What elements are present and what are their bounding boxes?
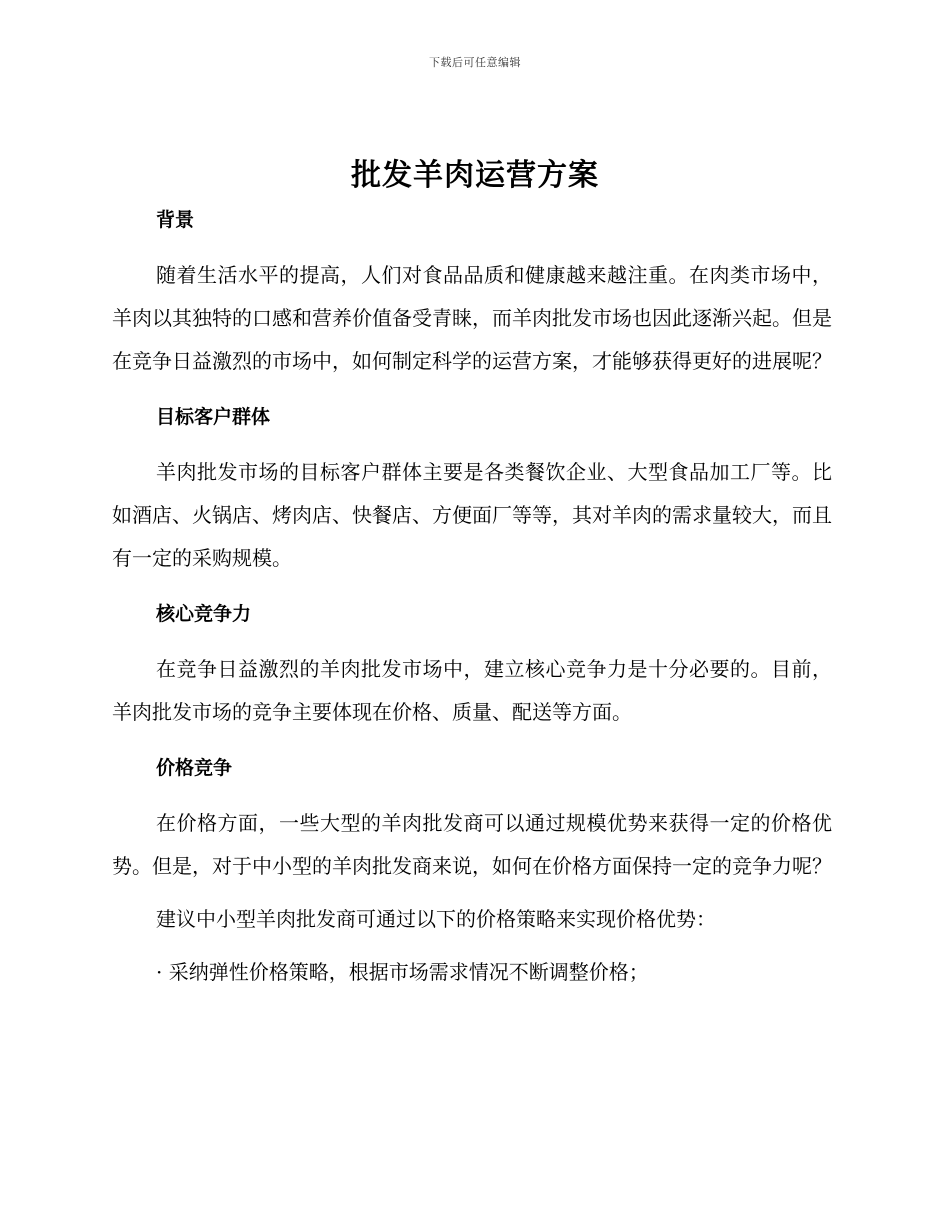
paragraph-target-customers: 羊肉批发市场的目标客户群体主要是各类餐饮企业、大型食品加工厂等。比如酒店、火锅店、烤肉店、快餐店、方便面厂等等，其对羊肉的需求量较大，而且有一定的采购规模。 [112, 460, 832, 570]
section-heading-background: 背景 [156, 209, 195, 231]
paragraph-background: 随着生活水平的提高，人们对食品品质和健康越来越注重。在肉类市场中，羊肉以其独特的口感和营养价值备受青睐，而羊肉批发市场也因此逐渐兴起。但是在竞争日益激烈的市场中，如何制定科学的运营方案，才能够获得更好的进展呢？ [112, 263, 832, 373]
section-heading-target-customers: 目标客户群体 [156, 406, 271, 428]
paragraph-price-strategy-intro: 建议中小型羊肉批发商可通过以下的价格策略来实现价格优势： [156, 907, 716, 931]
bullet-item: · 采纳弹性价格策略，根据市场需求情况不断调整价格； [156, 960, 649, 984]
header-note: 下载后可任意编辑 [429, 56, 521, 69]
section-heading-core-competitiveness: 核心竞争力 [156, 603, 252, 625]
paragraph-price-competition: 在价格方面，一些大型的羊肉批发商可以通过规模优势来获得一定的价格优势。但是，对于中小型的羊肉批发商来说，如何在价格方面保持一定的竞争力呢？ [112, 811, 832, 878]
section-heading-price-competition: 价格竞争 [156, 757, 233, 779]
document-body [112, 204, 832, 994]
paragraph-core-competitiveness: 在竞争日益激烈的羊肉批发市场中，建立核心竞争力是十分必要的。目前，羊肉批发市场的竞争主要体现在价格、质量、配送等方面。 [112, 657, 832, 724]
document-title: 批发羊肉运营方案 [351, 158, 599, 193]
